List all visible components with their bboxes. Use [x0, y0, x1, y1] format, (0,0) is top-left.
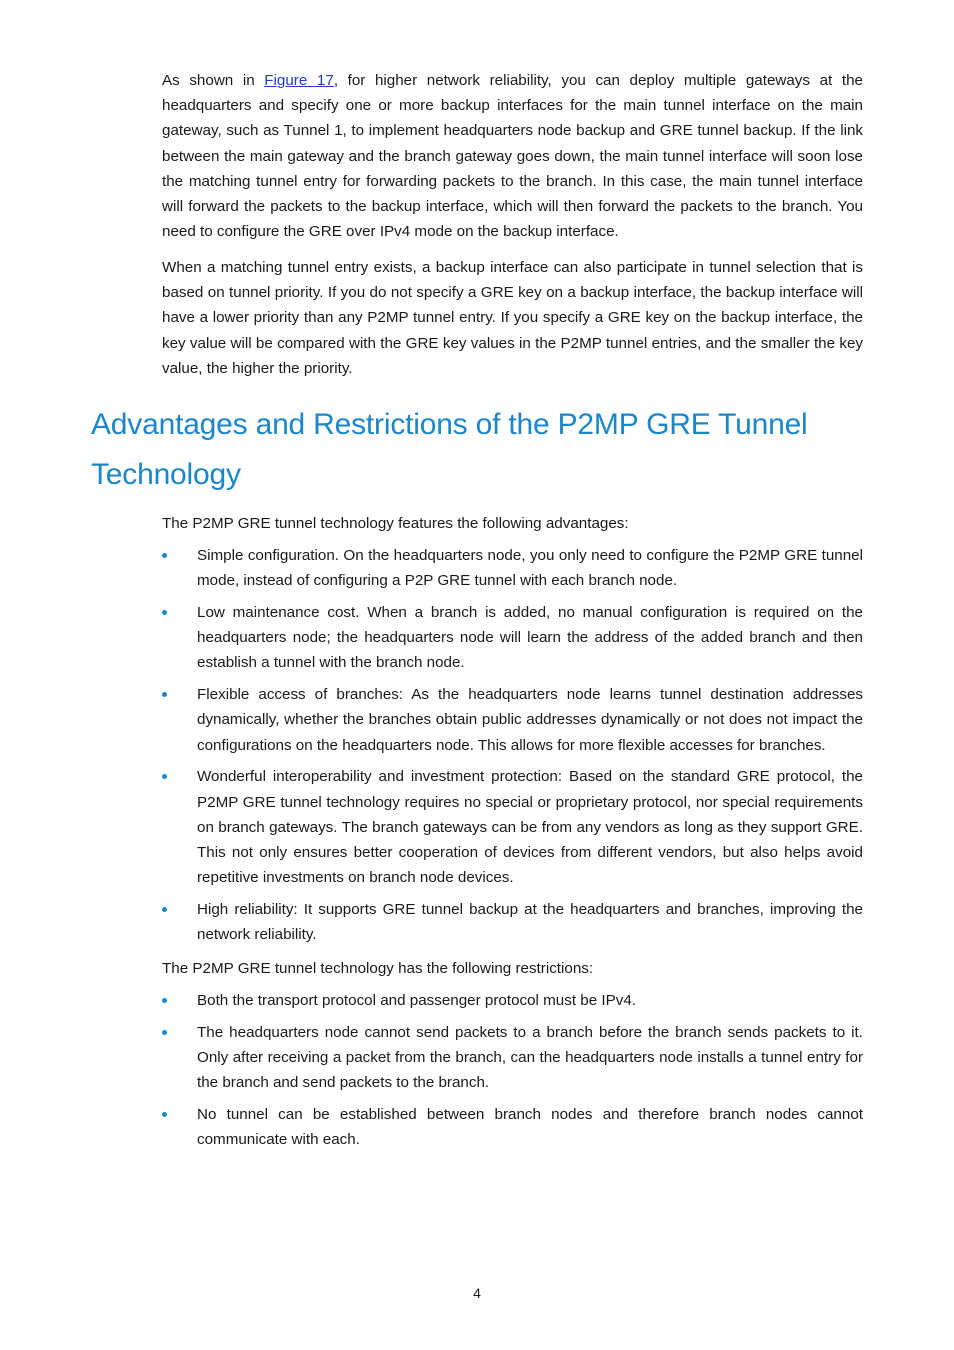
figure-17-link[interactable]: Figure 17	[264, 72, 334, 89]
bullet-icon	[162, 774, 167, 779]
list-item-text: No tunnel can be established between branch nodes and therefore branch nodes cannot communicate with each.	[197, 1106, 863, 1149]
list-item-text: The headquarters node cannot send packets to a branch before the branch sends packets to it. Only after receiving a packet from the branch, can the headquarters node installs a tunnel entry for the branch and send packets to the branch.	[197, 1023, 863, 1092]
paragraph-backup-interfaces	[162, 68, 863, 244]
list-item	[162, 543, 863, 593]
paragraph-text: As shown in	[162, 72, 265, 89]
list-item-text: High reliability: It supports GRE tunnel backup at the headquarters and branches, improving the network reliability.	[197, 901, 863, 944]
page-number: 4	[473, 1285, 481, 1301]
list-item	[162, 1020, 863, 1096]
list-item	[162, 682, 863, 758]
list-item	[162, 988, 863, 1013]
list-item	[162, 600, 863, 676]
list-item-text: Both the transport protocol and passenger protocol must be IPv4.	[197, 992, 637, 1009]
list-item-text: Wonderful interoperability and investment protection: Based on the standard GRE protocol, the P2MP GRE tunnel technology requires no special or proprietary protocol, nor special requirements on branch gateways. The branch gateways can be from any vendors as long as they support GRE. This not only ensures better cooperation of devices from different vendors, but also helps avoid repetitive investments on branch node devices.	[197, 768, 863, 887]
bullet-icon	[162, 998, 167, 1003]
list-item-text: Low maintenance cost. When a branch is added, no manual configuration is required on the headquarters node; the headquarters node will learn the address of the added branch and then establish a tunnel with the branch node.	[197, 604, 863, 672]
bullet-icon	[162, 610, 167, 615]
section-heading: Advantages and Restrictions of the P2MP GRE Tunnel Technology	[91, 408, 808, 491]
list-item	[162, 1102, 863, 1152]
list-item-text: Flexible access of branches: As the headquarters node learns tunnel destination addresses dynamically, whether the branches obtain public addresses dynamically or not does not impact the configurations on the headquarters node. This allows for more flexible accesses for branches.	[197, 686, 863, 754]
paragraph-tunnel-priority: When a matching tunnel entry exists, a backup interface can also participate in tunnel selection that is based on tunnel priority. If you do not specify a GRE key on a backup interface, the backup interface will have a lower priority than any P2MP tunnel entry. If you specify a GRE key on the backup interface, the key value will be compared with the GRE key values in the P2MP tunnel entries, and the smaller the key value, the higher the priority.	[162, 259, 863, 377]
bullet-icon	[162, 1112, 167, 1117]
bullet-icon	[162, 907, 167, 912]
restrictions-list	[162, 988, 863, 1159]
list-item	[162, 897, 863, 947]
bullet-icon	[162, 692, 167, 697]
advantages-list	[162, 543, 863, 954]
list-item	[162, 764, 863, 890]
restrictions-intro: The P2MP GRE tunnel technology has the following restrictions:	[162, 960, 594, 977]
list-item-text: Simple configuration. On the headquarters node, you only need to configure the P2MP GRE tunnel mode, instead of configuring a P2P GRE tunnel with each branch node.	[197, 547, 863, 590]
advantages-intro: The P2MP GRE tunnel technology features the following advantages:	[162, 515, 629, 532]
bullet-icon	[162, 553, 167, 558]
bullet-icon	[162, 1030, 167, 1035]
paragraph-text: , for higher network reliability, you can deploy multiple gateways at the headquarters and specify one or more backup interfaces for the main tunnel interface on the main gateway, such as Tunnel 1, to implement headquarters node backup and GRE tunnel backup. If the link between the main gateway and the branch gateway goes down, the main tunnel interface will soon lose the matching tunnel entry for forwarding packets to the branch. In this case, the main tunnel interface will forward the packets to the backup interface, which will then forward the packets to the branch. You need to configure the GRE over IPv4 mode on the backup interface.	[162, 72, 863, 241]
